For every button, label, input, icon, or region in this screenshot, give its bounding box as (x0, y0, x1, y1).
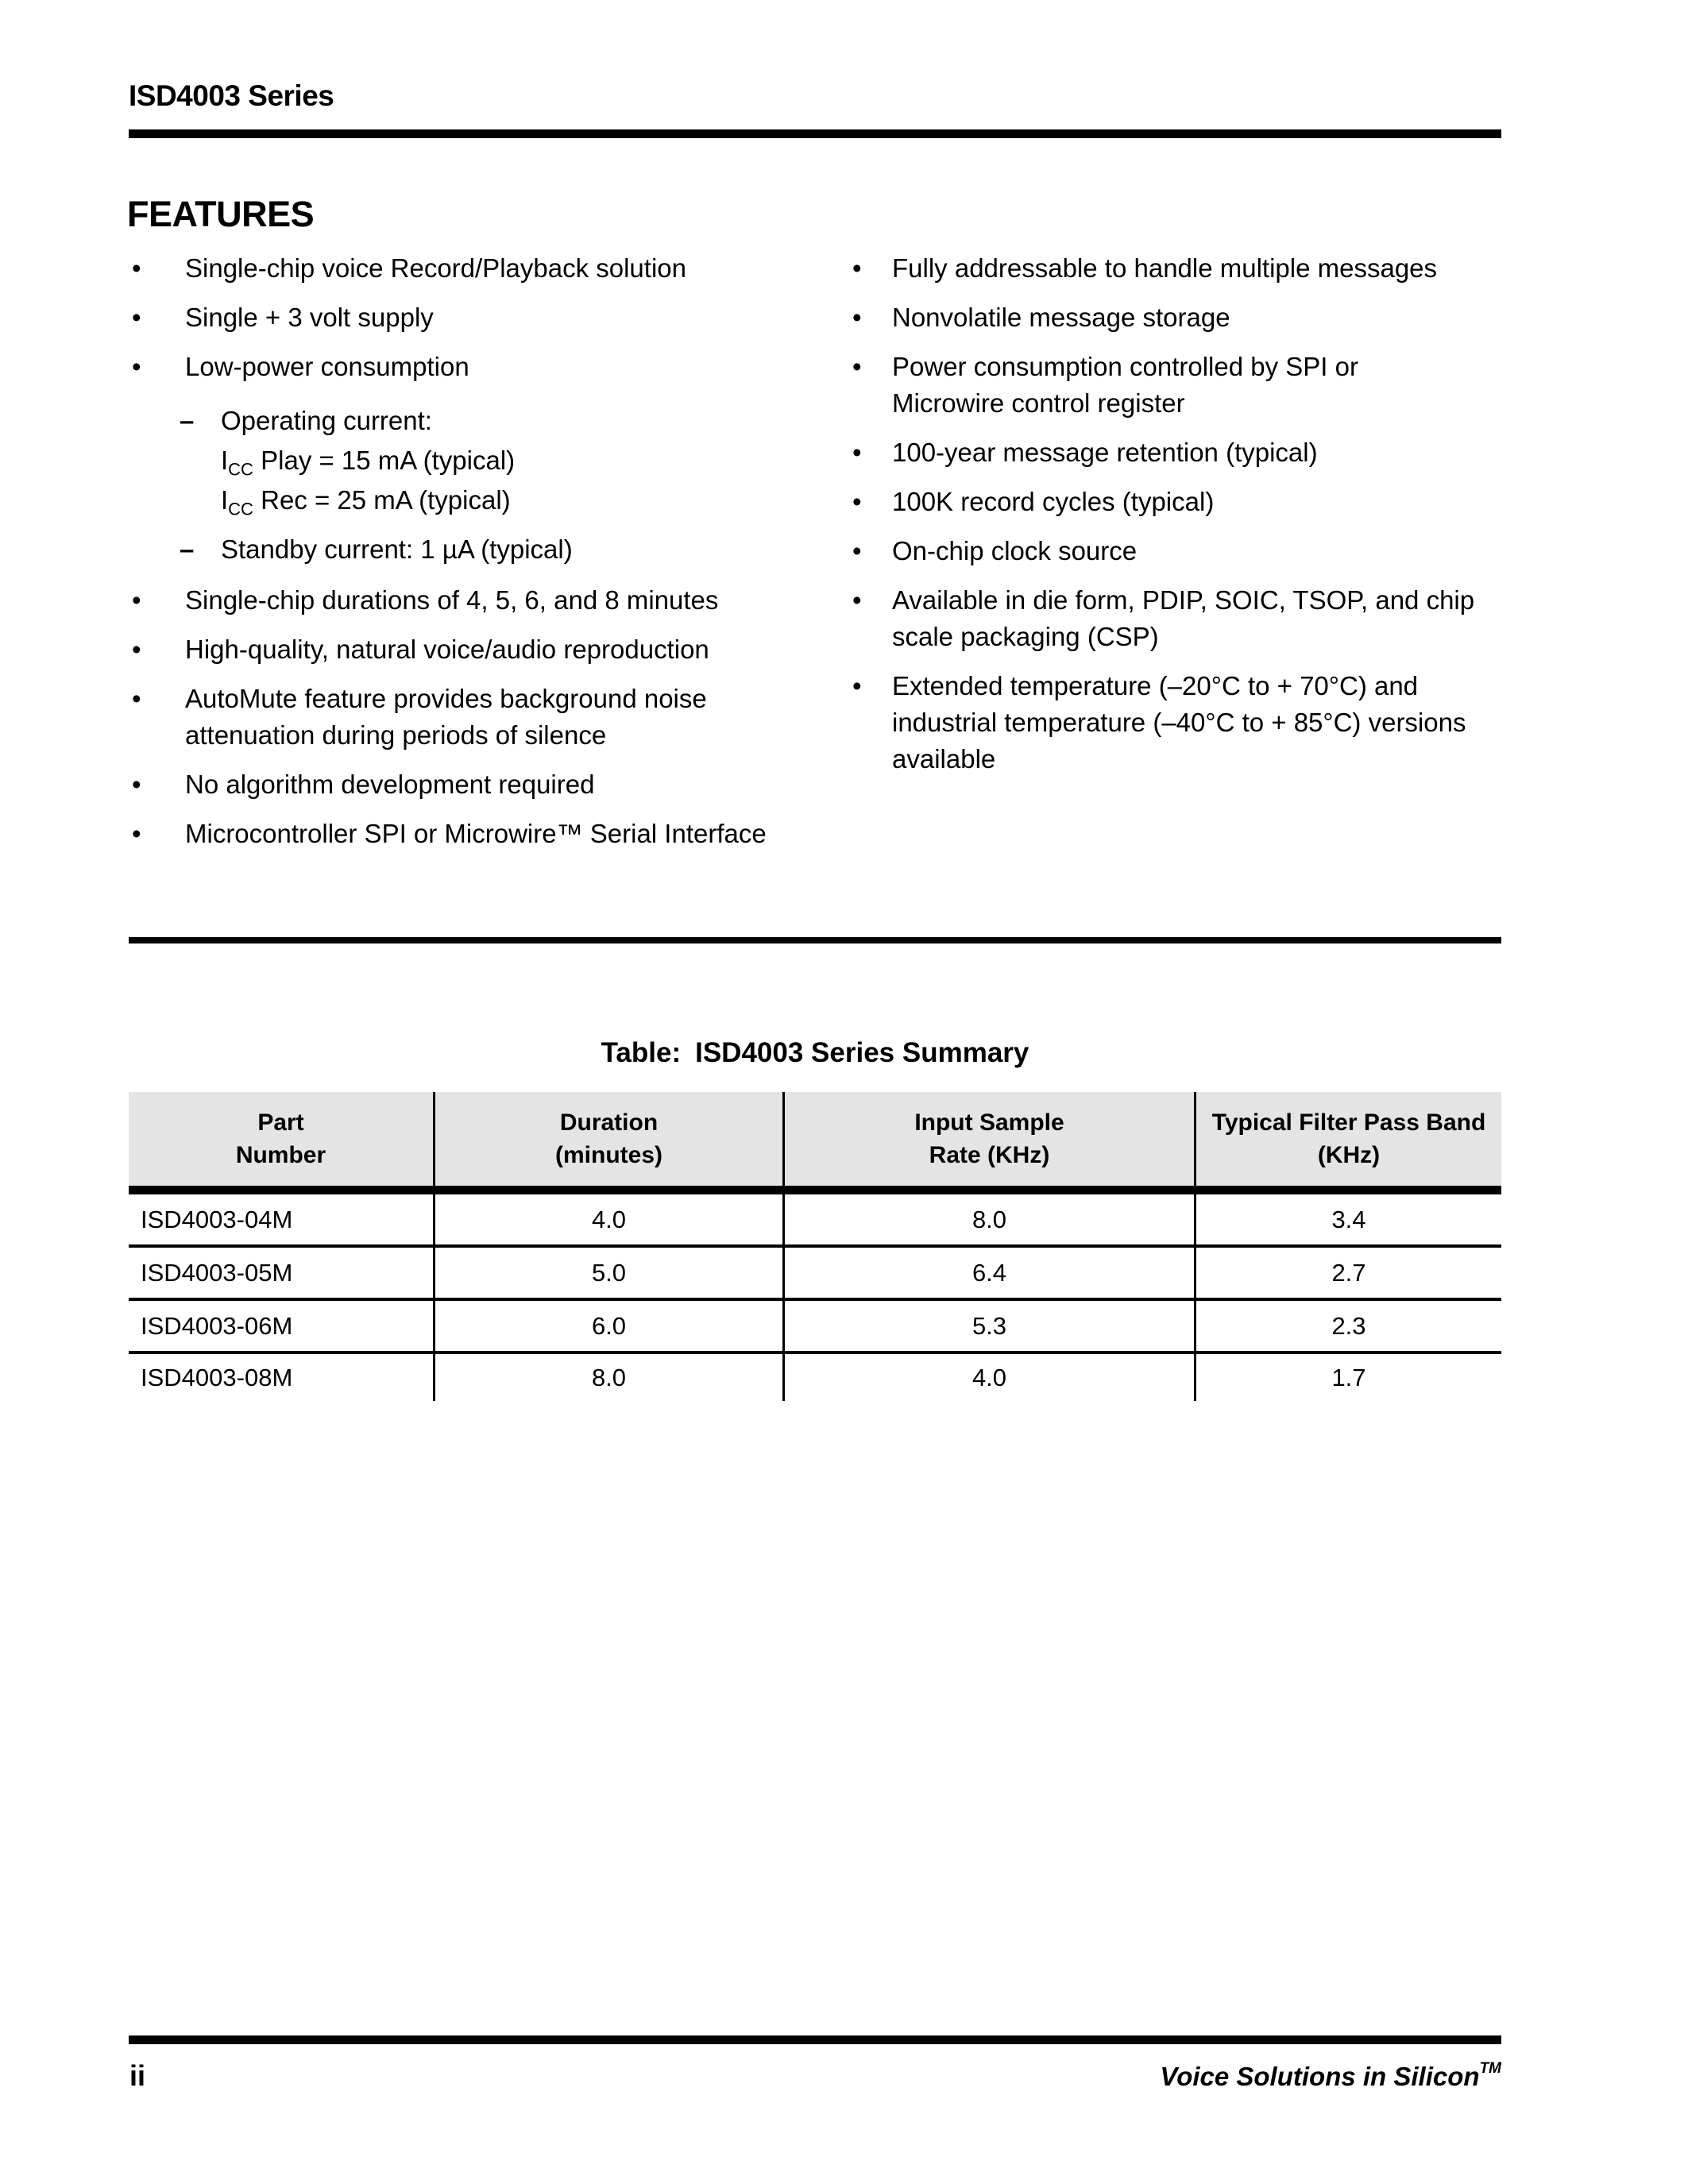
bullet-icon: • (852, 585, 862, 615)
feature-sublist (129, 401, 812, 569)
bullet-icon: • (852, 438, 862, 467)
feature-item (129, 582, 812, 619)
table-row (129, 1301, 1501, 1354)
features-left-list (129, 250, 812, 852)
bullet-icon: • (132, 819, 141, 848)
table-header-row (129, 1092, 1501, 1186)
table-row (129, 1248, 1501, 1301)
header-cell-pass-band (1194, 1092, 1501, 1186)
feature-text: Power consumption controlled by SPI or Microwire control register (892, 352, 1358, 418)
table-caption (129, 1037, 1501, 1069)
table-header-rule (129, 1186, 1501, 1194)
table-row (129, 1194, 1501, 1248)
header-line: Part (257, 1109, 304, 1136)
header-line: (minutes) (555, 1142, 662, 1168)
cell-duration: 5.0 (433, 1248, 782, 1298)
feature-text: Available in die form, PDIP, SOIC, TSOP, and chip scale packaging (CSP) (892, 585, 1475, 651)
header-line: (KHz) (1317, 1142, 1381, 1168)
bullet-icon: • (132, 585, 141, 615)
bullet-icon: • (132, 770, 141, 799)
footer-rule (129, 2035, 1501, 2044)
header-rule (129, 129, 1501, 138)
feature-item (129, 631, 812, 668)
bullet-icon: • (132, 253, 141, 283)
icc-symbol: I (221, 485, 229, 515)
cell-part-number: ISD4003-05M (141, 1258, 293, 1287)
cell-sample-rate: 6.4 (782, 1248, 1194, 1298)
page-header-title: ISD4003 Series (129, 79, 334, 112)
bullet-icon: • (852, 253, 862, 283)
dash-icon: – (180, 406, 195, 435)
bullet-icon: • (852, 352, 862, 381)
cell-duration: 8.0 (433, 1354, 782, 1401)
section-divider-rule (129, 937, 1501, 943)
table-row (129, 1354, 1501, 1401)
icc-subscript: CC (228, 499, 253, 519)
footer-tagline-text: Voice Solutions in Silicon (1160, 2062, 1480, 2091)
features-right-list (849, 250, 1477, 778)
table-caption-label: Table: (601, 1037, 682, 1068)
bullet-icon: • (852, 487, 862, 516)
feature-text: AutoMute feature provides background noise attenuation during periods of silence (185, 684, 707, 750)
cell-part-number: ISD4003-04M (141, 1205, 293, 1233)
feature-item (849, 533, 1477, 569)
sub-item-operating-current (129, 401, 812, 441)
feature-item (129, 681, 812, 754)
footer-tagline (129, 2062, 1501, 2092)
feature-item (849, 434, 1477, 471)
feature-text: Extended temperature (–20°C to + 70°C) and industrial temperature (–40°C to + 85°C) versions available (892, 671, 1466, 774)
footer-page-number: ii (129, 2059, 146, 2092)
feature-item (129, 349, 812, 569)
feature-item (129, 299, 812, 336)
cell-sample-rate: 5.3 (782, 1301, 1194, 1351)
bullet-icon: • (132, 635, 141, 664)
header-line: Input Sample (914, 1109, 1064, 1136)
feature-text: Microcontroller SPI or Microwire™ Serial Interface (185, 819, 767, 848)
trademark-superscript: TM (1479, 2060, 1501, 2077)
bullet-icon: • (132, 684, 141, 713)
feature-item (849, 484, 1477, 520)
header-line: Number (235, 1142, 326, 1168)
cell-part-number: ISD4003-06M (141, 1311, 293, 1340)
cell-pass-band: 1.7 (1194, 1354, 1501, 1401)
icc-play-text: Play = 15 mA (typical) (261, 446, 516, 475)
cell-sample-rate: 8.0 (782, 1194, 1194, 1244)
header-line: Typical Filter Pass Band (1211, 1109, 1486, 1136)
feature-item (129, 766, 812, 803)
feature-text: Nonvolatile message storage (892, 303, 1230, 332)
header-cell-duration (433, 1092, 782, 1186)
feature-item (849, 668, 1477, 778)
summary-table (129, 1092, 1501, 1401)
icc-symbol: I (221, 446, 229, 475)
cell-duration: 6.0 (433, 1301, 782, 1351)
feature-text: Low-power consumption (185, 352, 469, 381)
header-cell-sample-rate (782, 1092, 1194, 1186)
feature-item (129, 250, 812, 287)
feature-text: Single-chip durations of 4, 5, 6, and 8 minutes (185, 585, 719, 615)
feature-text: No algorithm development required (185, 770, 595, 799)
cell-duration: 4.0 (433, 1194, 782, 1244)
icc-rec-line (129, 480, 812, 520)
bullet-icon: • (132, 303, 141, 332)
feature-text: On-chip clock source (892, 536, 1138, 565)
cell-pass-band: 3.4 (1194, 1194, 1501, 1244)
features-left-column (129, 250, 812, 865)
feature-item (849, 582, 1477, 655)
feature-text: Single-chip voice Record/Playback solution (185, 253, 686, 283)
feature-item (849, 250, 1477, 287)
bullet-icon: • (852, 536, 862, 565)
features-right-column (849, 250, 1477, 790)
bullet-icon: • (852, 671, 862, 700)
sub-item-standby-current (129, 530, 812, 569)
bullet-icon: • (852, 303, 862, 332)
cell-part-number: ISD4003-08M (141, 1363, 293, 1391)
table-caption-title: ISD4003 Series Summary (695, 1037, 1029, 1068)
header-line: Duration (559, 1109, 659, 1136)
features-heading: FEATURES (127, 194, 315, 234)
sub-item-text: Operating current: (221, 406, 432, 435)
icc-play-line (129, 441, 812, 480)
feature-text: 100K record cycles (typical) (892, 487, 1215, 516)
feature-text: 100-year message retention (typical) (892, 438, 1318, 467)
feature-item (129, 816, 812, 852)
feature-text: High-quality, natural voice/audio reproduction (185, 635, 709, 664)
icc-rec-text: Rec = 25 mA (typical) (261, 485, 511, 515)
icc-subscript: CC (228, 459, 253, 480)
dash-icon: – (180, 534, 195, 564)
cell-pass-band: 2.3 (1194, 1301, 1501, 1351)
feature-text: Single + 3 volt supply (185, 303, 434, 332)
cell-pass-band: 2.7 (1194, 1248, 1501, 1298)
cell-sample-rate: 4.0 (782, 1354, 1194, 1401)
feature-item (849, 349, 1477, 422)
feature-text: Fully addressable to handle multiple messages (892, 253, 1438, 283)
header-line: Rate (KHz) (929, 1142, 1050, 1168)
feature-item (849, 299, 1477, 336)
header-cell-part-number (129, 1092, 433, 1186)
bullet-icon: • (132, 352, 141, 381)
sub-item-text: Standby current: 1 µA (typical) (221, 534, 573, 564)
